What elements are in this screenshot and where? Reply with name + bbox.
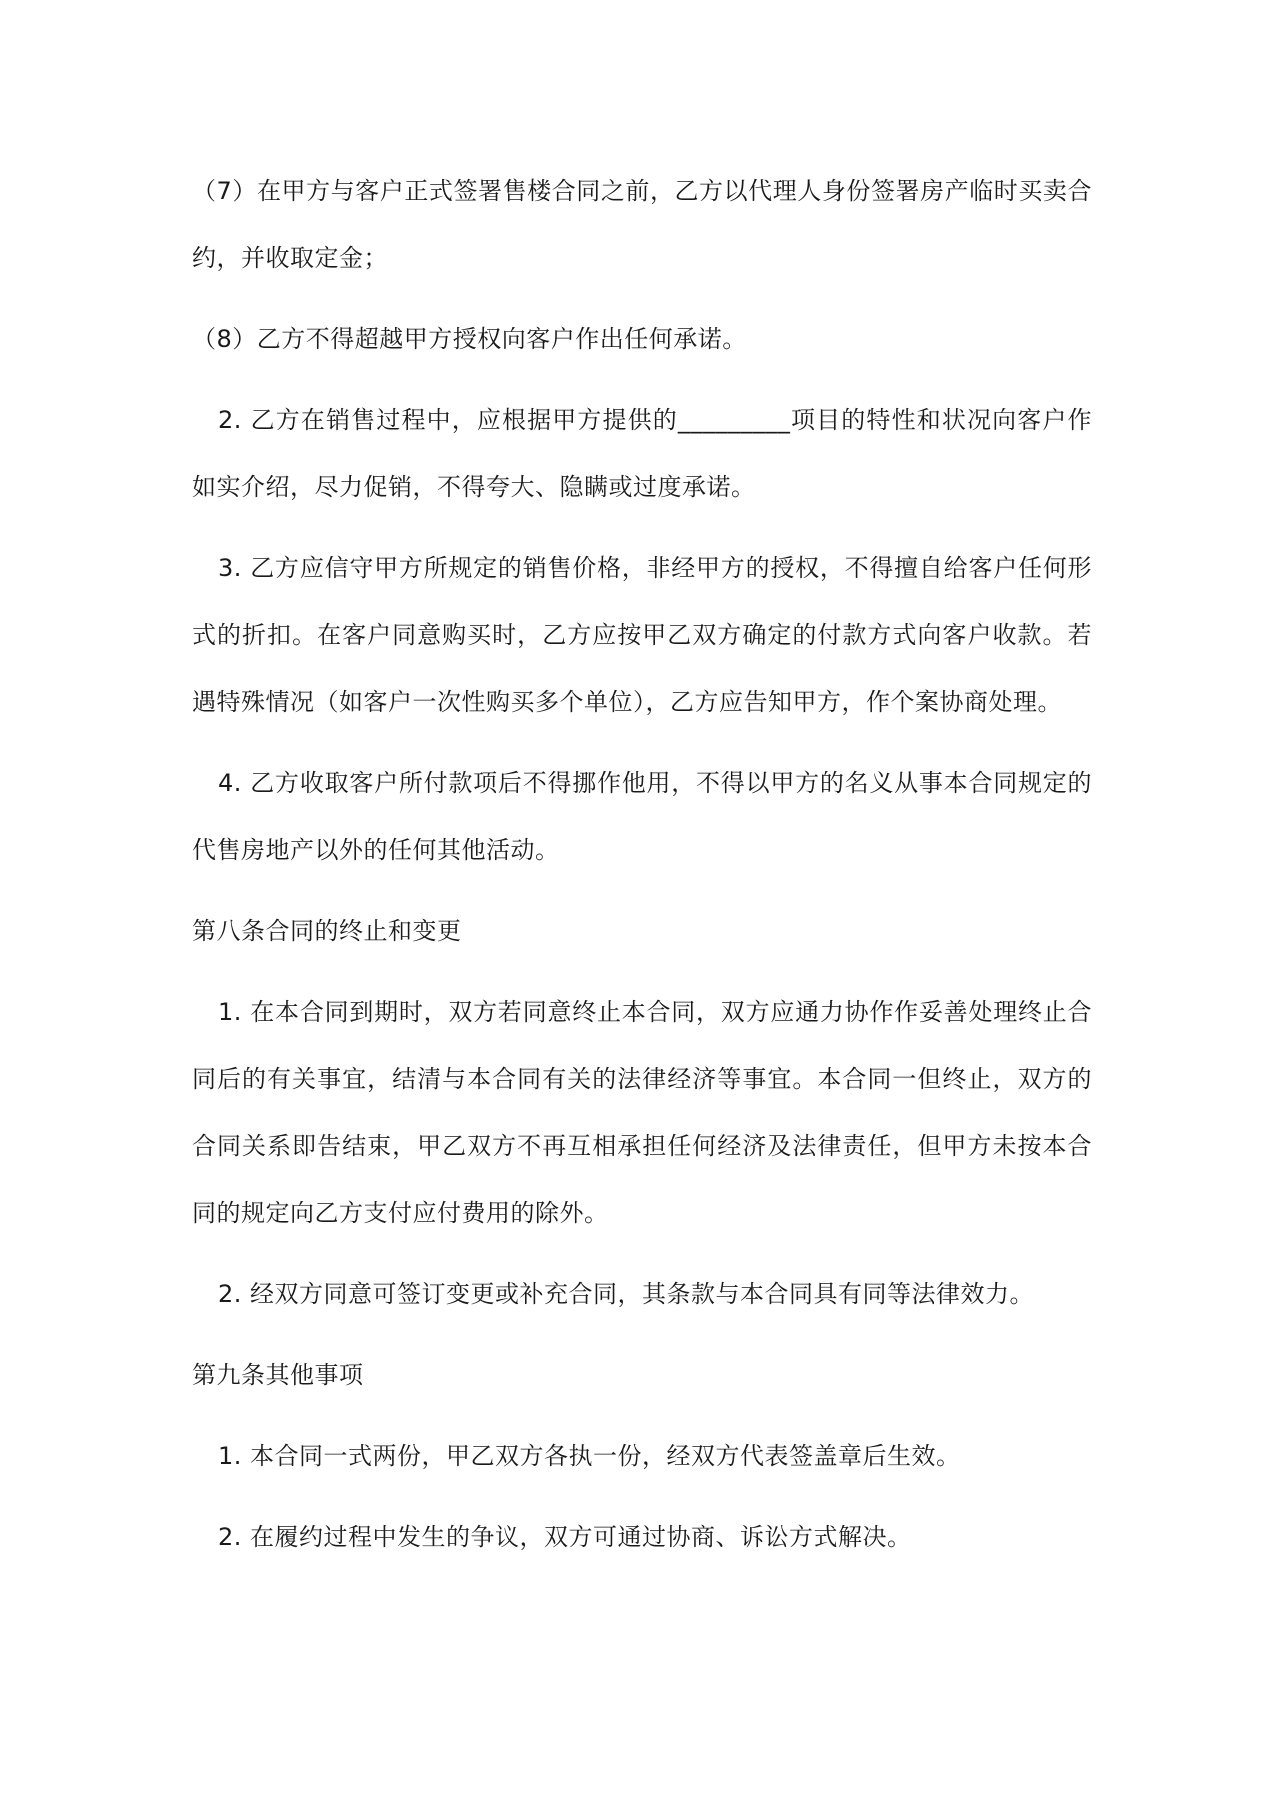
document-body [192,158,1092,1585]
section-heading-article-8: 第八条合同的终止和变更 [192,917,462,945]
article-9-item-2: 2. 在履约过程中发生的争议，双方可通过协商、诉讼方式解决。 [218,1523,912,1551]
article-8-item-2: 2. 经双方同意可签订变更或补充合同，其条款与本合同具有同等法律效力。 [218,1280,1035,1308]
clause-7: （7）在甲方与客户正式签署售楼合同之前，乙方以代理人身份签署房产临时买卖合约，并收取定金； [192,177,1092,272]
clause-8: （8）乙方不得超越甲方授权向客户作出任何承诺。 [192,325,747,353]
item-2-sales-introduction: 2. 乙方在销售过程中，应根据甲方提供的_________项目的特性和状况向客户作如实介绍，尽力促销，不得夸大、隐瞒或过度承诺。 [192,406,1092,501]
article-8-item-1: 1. 在本合同到期时，双方若同意终止本合同，双方应通力协作作妥善处理终止合同后的有关事宜，结清与本合同有关的法律经济等事宜。本合同一但终止，双方的合同关系即告结束，甲乙双方不再互相承担任何经济及法律责任，但甲方未按本合同的规定向乙方支付应付费用的除外。 [192,998,1092,1227]
item-3-sales-price: 3. 乙方应信守甲方所规定的销售价格，非经甲方的授权，不得擅自给客户任何形式的折扣。在客户同意购买时，乙方应按甲乙双方确定的付款方式向客户收款。若遇特殊情况（如客户一次性购买多个单位），乙方应告知甲方，作个案协商处理。 [192,554,1092,716]
section-heading-article-9: 第九条其他事项 [192,1361,364,1389]
article-9-item-1: 1. 本合同一式两份，甲乙双方各执一份，经双方代表签盖章后生效。 [218,1442,961,1470]
item-4-payment-usage: 4. 乙方收取客户所付款项后不得挪作他用，不得以甲方的名义从事本合同规定的代售房地产以外的任何其他活动。 [192,769,1092,864]
